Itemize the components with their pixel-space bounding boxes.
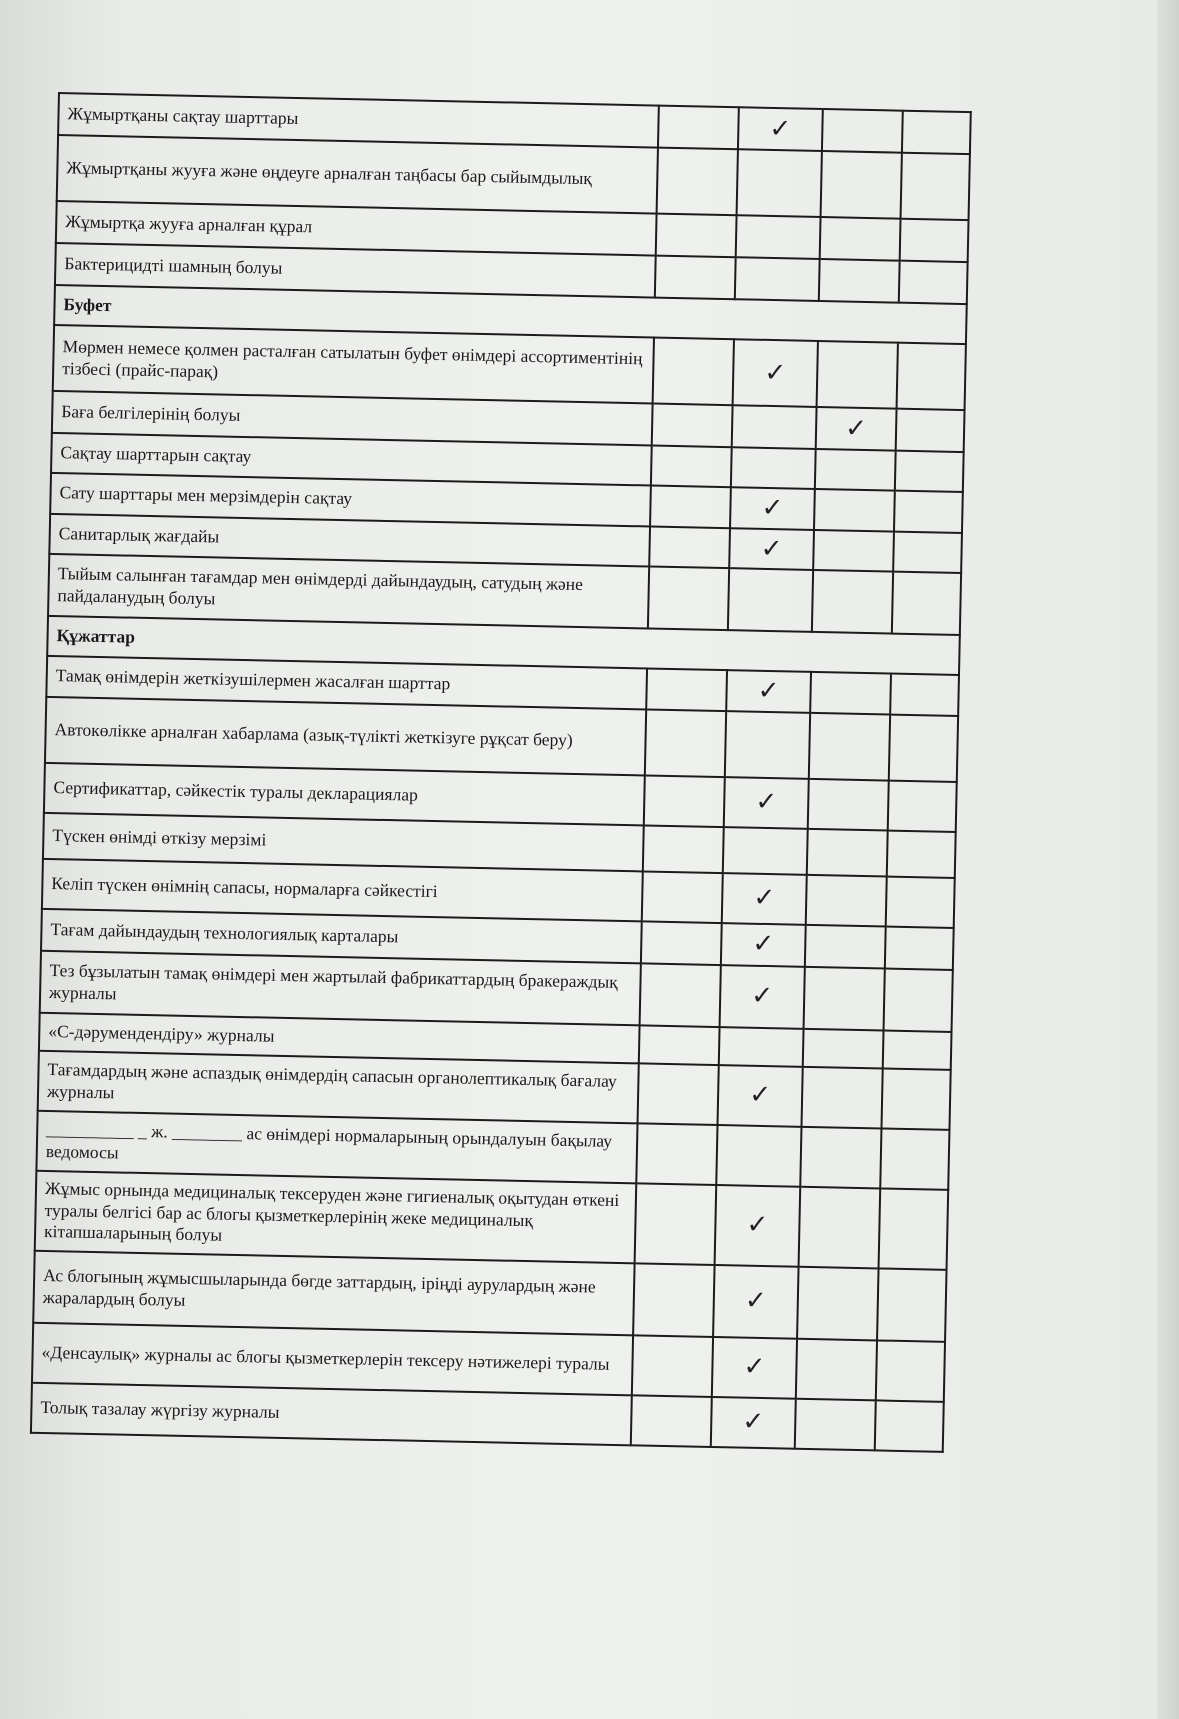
empty-cell [807,828,888,876]
paper-edge [1157,0,1179,1719]
checkmark-cell: ✓ [713,1265,798,1339]
empty-cell [797,1266,878,1340]
empty-cell [893,531,962,573]
item-text: Санитарлық жағдайы [49,513,650,566]
checkmark-cell: ✓ [712,1336,797,1398]
empty-cell [803,1028,884,1068]
empty-cell [638,1063,719,1125]
empty-cell [815,449,896,491]
item-text: Бактерицидті шамның болуы [55,243,656,298]
empty-cell [644,775,725,827]
empty-cell [804,966,885,1030]
empty-cell [896,409,965,452]
item-text: Баға белгілерінің болуы [52,391,653,446]
empty-cell [652,404,733,448]
item-text: Тағам дайындаудың технологиялық карталары [41,908,642,963]
empty-cell [795,1398,876,1450]
empty-cell [735,257,820,301]
empty-cell [819,259,900,303]
empty-cell [809,712,890,780]
item-text: Сақтау шарттарын сақтау [51,433,652,486]
empty-cell [656,214,737,258]
empty-cell [889,714,958,781]
empty-cell [897,343,966,410]
item-text: Жұмыртқаны сақтау шарттары [58,93,659,148]
empty-cell [639,1025,720,1065]
item-text: Автокөлікке арналған хабарлама (азық-түлікті жеткізуге рұқсат беру) [45,696,646,775]
empty-cell [736,215,821,259]
empty-cell [651,446,732,488]
checkmark-cell: ✓ [724,777,809,829]
empty-cell [817,341,898,409]
empty-cell [900,219,969,262]
empty-cell [890,674,959,716]
empty-cell [725,711,810,779]
item-text: Жұмыртқа жууға арналған құрал [56,201,657,256]
item-text: Жұмыртқаны жууға және өңдеуге арналған таңбасы бар сыйымдылық [57,135,658,214]
empty-cell [805,924,886,968]
empty-cell [635,1183,717,1265]
item-text: Тыйым салынған тағамдар мен өнімдерді дайындаудың, сатудың және пайдаланудың болуы [48,554,649,629]
empty-cell [820,217,901,261]
empty-cell [632,1335,713,1397]
empty-cell [719,1027,804,1067]
empty-cell [881,1068,950,1129]
empty-cell [894,491,963,533]
empty-cell [884,968,953,1031]
item-text: Келіп түскен өнімнің сапасы, нормаларға сәйкестігі [42,858,643,921]
item-text: Сату шарттары мен мерзімдерін сақтау [50,473,651,526]
empty-cell [902,111,971,154]
empty-cell [814,489,895,531]
empty-cell [802,1066,883,1128]
empty-cell [876,1340,945,1401]
empty-cell [642,871,723,923]
item-text: Тез бұзылатын тамақ өнімдері мен жартылай фабрикаттардың бракераждық журналы [40,950,641,1025]
checkmark-cell: ✓ [721,923,806,967]
empty-cell [796,1338,877,1400]
section-title: Буфет [54,285,967,344]
item-text: Сертификаттар, сәйкестік туралы декларациялар [44,762,645,825]
checklist-table [30,92,972,1452]
checkmark-cell: ✓ [729,528,814,570]
empty-cell [879,1188,949,1269]
item-text: Жұмыс орнында медициналық тексеруден және гигиеналық оқытудан өткені туралы белгісі бар ас блогы қызметкерлерінің жеке медициналық кітапшаларының болуы [35,1170,637,1263]
empty-cell [880,1128,949,1189]
empty-cell [636,1123,717,1185]
empty-cell [631,1395,712,1447]
item-text: __________ _ ж. ________ ас өнімдері нормаларының орындалуын бақылау ведомосы [36,1110,637,1183]
empty-cell [658,106,739,150]
empty-cell [649,526,730,568]
empty-cell [899,261,968,304]
empty-cell [657,148,738,216]
item-text: «С-дәрумендендіру» журналы [39,1012,640,1063]
empty-cell [892,572,961,635]
item-text: Тағамдардың және аспаздық өнімдердің сапасын органолептикалық бағалау журналы [38,1050,639,1123]
checkmark-cell: ✓ [738,107,823,151]
empty-cell [877,1268,946,1341]
empty-cell [808,778,889,830]
checkmark-cell: ✓ [726,670,811,712]
empty-cell [728,568,813,632]
empty-cell [731,447,816,489]
item-text: Мөрмен немесе қолмен расталған сатылатын буфет өнімдері ассортиментінің тізбесі (прайс-парақ) [53,325,654,404]
checkmark-cell: ✓ [730,487,815,529]
item-text: Ас блогының жұмысшыларында бөгде заттардың, іріңді аурулардың және жаралардың болуы [33,1250,634,1335]
empty-cell [650,486,731,528]
empty-cell [633,1263,714,1337]
item-text: «Денсаулық» журналы ас блогы қызметкерлерін тексеру нәтижелері туралы [32,1322,633,1395]
empty-cell [875,1400,944,1451]
checkmark-cell: ✓ [711,1396,796,1448]
empty-cell [641,921,722,965]
empty-cell [888,780,957,831]
empty-cell [799,1186,881,1268]
checkmark-cell: ✓ [816,407,897,451]
empty-cell [648,566,729,630]
empty-cell [655,256,736,300]
empty-cell [737,149,822,217]
empty-cell [901,153,970,220]
empty-cell [810,672,891,714]
checkmark-cell: ✓ [718,1065,803,1127]
checkmark-cell: ✓ [720,965,805,1029]
item-text: Түскен өнімді өткізу мерзімі [43,812,644,871]
checklist-body [31,93,971,1451]
empty-cell [885,926,954,969]
empty-cell [822,109,903,153]
checkmark-cell: ✓ [715,1185,801,1267]
empty-cell [732,405,817,449]
empty-cell [812,570,893,634]
empty-cell [886,876,955,927]
checkmark-cell: ✓ [733,339,818,407]
empty-cell [800,1126,881,1188]
empty-cell [883,1030,952,1069]
empty-cell [646,668,727,710]
section-title: Құжаттар [47,616,960,675]
empty-cell [895,451,964,492]
item-text: Толық тазалау жүргізу журналы [31,1382,632,1445]
empty-cell [640,963,721,1027]
empty-cell [645,709,726,777]
empty-cell [723,827,808,875]
empty-cell [653,338,734,406]
empty-cell [821,151,902,219]
empty-cell [887,830,956,877]
empty-cell [813,529,894,571]
empty-cell [716,1125,801,1187]
item-text: Тамақ өнімдерін жеткізушілермен жасалған шарттар [46,656,647,709]
empty-cell [806,874,887,926]
empty-cell [643,825,724,873]
checkmark-cell: ✓ [722,873,807,925]
